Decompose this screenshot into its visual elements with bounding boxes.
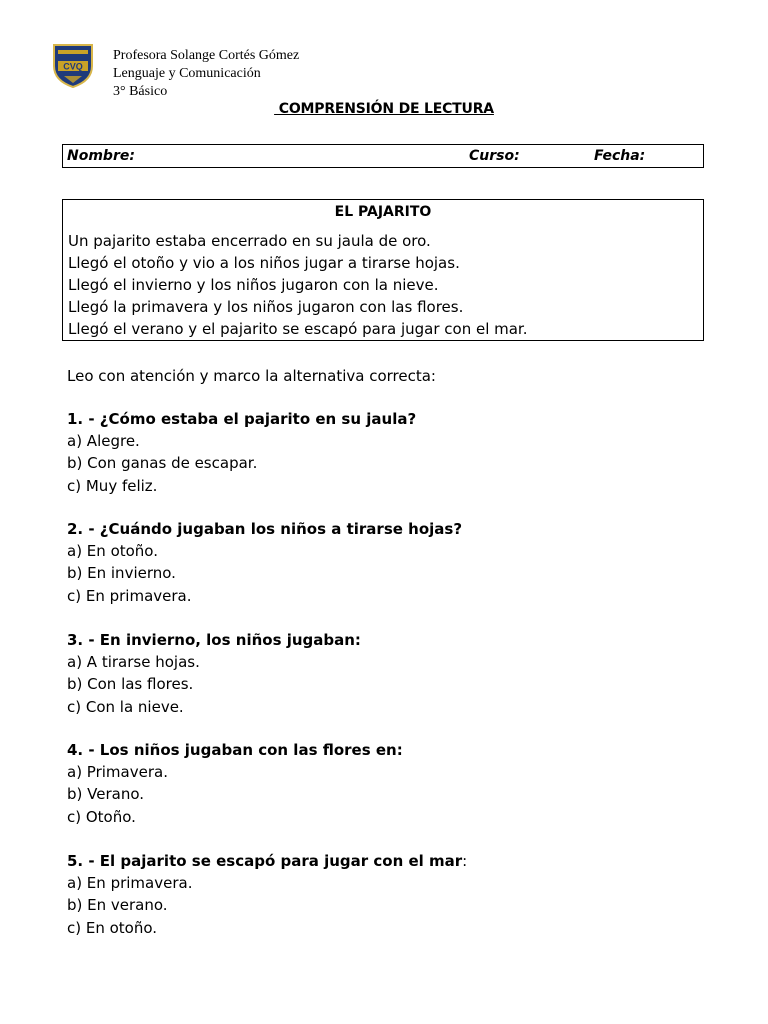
question-prompt: 3. - En invierno, los niños jugaban: — [67, 631, 361, 649]
story-title: EL PAJARITO — [334, 204, 432, 220]
question-prompt: 5. - El pajarito se escapó para jugar con el mar: — [67, 852, 468, 870]
question-4 — [67, 739, 403, 828]
story-line: Llegó el otoño y vio a los niños jugar a tirarse hojas. — [68, 254, 460, 272]
subject-name: Lenguaje y Comunicación — [113, 66, 261, 81]
answer-option[interactable]: a) Primavera. — [67, 763, 168, 782]
course-label: Curso: — [469, 148, 520, 164]
story-line: Llegó el invierno y los niños jugaron con la nieve. — [68, 276, 439, 294]
question-1 — [67, 408, 416, 497]
answer-option[interactable]: a) En otoño. — [67, 542, 158, 561]
answer-option[interactable]: b) En invierno. — [67, 564, 176, 583]
answer-option[interactable]: b) En verano. — [67, 896, 168, 915]
answer-option[interactable]: a) A tirarse hojas. — [67, 653, 200, 672]
story-line: Llegó la primavera y los niños jugaron con las flores. — [68, 298, 464, 316]
story-text — [68, 230, 528, 340]
logo-text: CVQ — [63, 61, 83, 72]
story-line: Llegó el verano y el pajarito se escapó para jugar con el mar. — [68, 320, 528, 338]
student-info-box — [62, 144, 704, 168]
instruction-text: Leo con atención y marco la alternativa correcta: — [67, 367, 436, 385]
page-title: COMPRENSIÓN DE LECTURA — [274, 101, 494, 117]
question-prompt: 1. - ¿Cómo estaba el pajarito en su jaula? — [67, 410, 417, 428]
answer-option[interactable]: b) Verano. — [67, 785, 145, 804]
question-prompt: 2. - ¿Cuándo jugaban los niños a tirarse hojas? — [67, 520, 463, 538]
answer-option[interactable]: a) Alegre. — [67, 432, 140, 451]
date-label: Fecha: — [594, 148, 646, 164]
story-line: Un pajarito estaba encerrado en su jaula de oro. — [68, 232, 431, 250]
story-box — [62, 199, 704, 341]
grade-label: 3° Básico — [113, 84, 168, 99]
question-prompt: 4. - Los niños jugaban con las flores en: — [67, 741, 403, 759]
answer-option[interactable]: c) Otoño. — [67, 807, 136, 826]
answer-option[interactable]: a) En primavera. — [67, 874, 193, 893]
question-5 — [67, 850, 467, 939]
answer-option[interactable]: c) Muy feliz. — [67, 476, 158, 495]
answer-option[interactable]: c) En primavera. — [67, 586, 192, 605]
answer-option[interactable]: c) En otoño. — [67, 918, 158, 937]
teacher-name: Profesora Solange Cortés Gómez — [113, 48, 300, 63]
question-2 — [67, 518, 462, 607]
name-label: Nombre: — [67, 148, 135, 164]
school-crest-icon — [52, 42, 94, 88]
answer-option[interactable]: b) Con ganas de escapar. — [67, 454, 258, 473]
answer-option[interactable]: b) Con las flores. — [67, 675, 194, 694]
question-3 — [67, 629, 361, 718]
answer-option[interactable]: c) Con la nieve. — [67, 697, 184, 716]
